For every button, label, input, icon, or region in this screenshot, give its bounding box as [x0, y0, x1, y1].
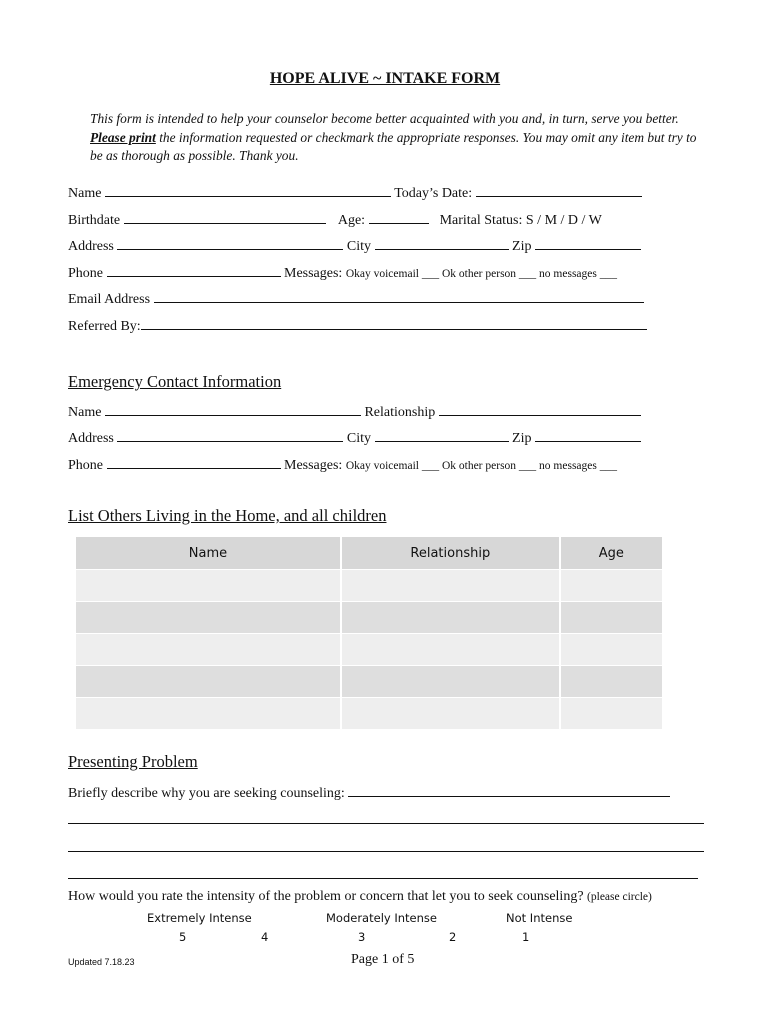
rate-question-row: [68, 889, 652, 905]
rate-note: (please circle): [587, 891, 652, 903]
describe-row: [68, 784, 670, 802]
city-field[interactable]: [375, 237, 509, 250]
relationship-cell[interactable]: [341, 698, 560, 730]
phone-field[interactable]: [107, 264, 281, 277]
emergency-address-row: [68, 429, 641, 447]
describe-line-3[interactable]: [68, 866, 698, 879]
emergency-messages-options[interactable]: Okay voicemail ___ Ok other person ___ no messages ___: [345, 460, 617, 472]
age-field[interactable]: [369, 211, 429, 224]
updated-date: Updated 7.18.23: [68, 957, 135, 967]
referred-field[interactable]: [141, 317, 647, 330]
scale-value-4[interactable]: 4: [261, 930, 269, 944]
age-cell[interactable]: [560, 698, 662, 730]
age-cell[interactable]: [560, 570, 662, 602]
birthdate-row: [68, 211, 602, 229]
email-label: Email Address: [68, 292, 151, 307]
intro-text-1: This form is intended to help your counselor become better acquainted with you and, in turn, serve you better.: [90, 111, 679, 126]
name-cell[interactable]: [76, 570, 341, 602]
birthdate-field[interactable]: [124, 211, 326, 224]
describe-line-2[interactable]: [68, 839, 704, 852]
emergency-name-field[interactable]: [105, 403, 361, 416]
household-heading: List Others Living in the Home, and all children: [68, 506, 387, 525]
age-cell[interactable]: [560, 602, 662, 634]
table-row: [76, 666, 662, 698]
name-label: Name: [68, 186, 102, 201]
table-row: [76, 634, 662, 666]
email-field[interactable]: [154, 290, 644, 303]
address-field[interactable]: [117, 237, 343, 250]
problem-heading: Presenting Problem: [68, 752, 198, 771]
emergency-address-field[interactable]: [117, 429, 343, 442]
table-row: [76, 698, 662, 730]
emergency-address-label: Address: [68, 431, 114, 446]
describe-label: Briefly describe why you are seeking counseling:: [68, 786, 345, 801]
relationship-cell[interactable]: [341, 570, 560, 602]
scale-value-3[interactable]: 3: [358, 930, 366, 944]
emergency-relationship-label: Relationship: [364, 405, 436, 420]
emergency-phone-row: [68, 456, 617, 474]
table-row: [76, 602, 662, 634]
scale-value-5[interactable]: 5: [179, 930, 187, 944]
emergency-name-row: [68, 403, 641, 421]
describe-line-1[interactable]: [68, 811, 704, 824]
emergency-zip-label: Zip: [512, 431, 532, 446]
scale-value-1[interactable]: 1: [522, 930, 530, 944]
relationship-cell[interactable]: [341, 666, 560, 698]
birthdate-label: Birthdate: [68, 213, 121, 228]
column-header-name: Name: [76, 537, 341, 570]
relationship-cell[interactable]: [341, 634, 560, 666]
referred-label: Referred By:: [68, 319, 141, 334]
todays-date-label: Today’s Date:: [394, 186, 473, 201]
emergency-relationship-field[interactable]: [439, 403, 641, 416]
name-cell[interactable]: [76, 634, 341, 666]
referred-row: [68, 317, 647, 335]
emergency-name-label: Name: [68, 405, 102, 420]
intro-emphasis: Please print: [90, 129, 156, 145]
household-table: [76, 537, 662, 729]
messages-label: Messages:: [284, 266, 343, 281]
name-row: [68, 184, 642, 202]
email-row: [68, 290, 644, 308]
zip-label: Zip: [512, 239, 532, 254]
emergency-city-label: City: [346, 431, 372, 446]
address-row: [68, 237, 641, 255]
scale-label-not: Not Intense: [506, 911, 573, 925]
intro-paragraph: [90, 110, 710, 166]
name-cell[interactable]: [76, 666, 341, 698]
describe-field[interactable]: [348, 784, 670, 797]
household-header-row: [76, 537, 662, 570]
name-field[interactable]: [105, 184, 391, 197]
todays-date-field[interactable]: [476, 184, 642, 197]
age-cell[interactable]: [560, 666, 662, 698]
column-header-age: Age: [560, 537, 662, 570]
form-title: HOPE ALIVE ~ INTAKE FORM: [269, 70, 501, 87]
name-cell[interactable]: [76, 602, 341, 634]
table-row: [76, 570, 662, 602]
scale-value-2[interactable]: 2: [449, 930, 457, 944]
age-label: Age:: [337, 213, 366, 228]
zip-field[interactable]: [535, 237, 641, 250]
emergency-city-field[interactable]: [375, 429, 509, 442]
scale-label-extreme: Extremely Intense: [147, 911, 252, 925]
relationship-cell[interactable]: [341, 602, 560, 634]
name-cell[interactable]: [76, 698, 341, 730]
address-label: Address: [68, 239, 114, 254]
phone-row: [68, 264, 617, 282]
marital-status[interactable]: Marital Status: S / M / D / W: [439, 213, 602, 228]
emergency-phone-label: Phone: [68, 458, 103, 473]
intro-text-2: the information requested or checkmark the appropriate responses. You may omit any item but try to be as thorough as possible. Thank you.: [90, 129, 697, 163]
age-cell[interactable]: [560, 634, 662, 666]
rate-question: How would you rate the intensity of the problem or concern that let you to seek counseling?: [68, 889, 584, 904]
emergency-phone-field[interactable]: [107, 456, 281, 469]
messages-options[interactable]: Okay voicemail ___ Ok other person ___ no messages ___: [345, 268, 617, 280]
city-label: City: [346, 239, 372, 254]
emergency-messages-label: Messages:: [284, 458, 343, 473]
page-number: Page 1 of 5: [351, 952, 415, 967]
column-header-relationship: Relationship: [341, 537, 560, 570]
emergency-heading: Emergency Contact Information: [68, 372, 282, 391]
scale-label-moderate: Moderately Intense: [326, 911, 437, 925]
phone-label: Phone: [68, 266, 103, 281]
emergency-zip-field[interactable]: [535, 429, 641, 442]
